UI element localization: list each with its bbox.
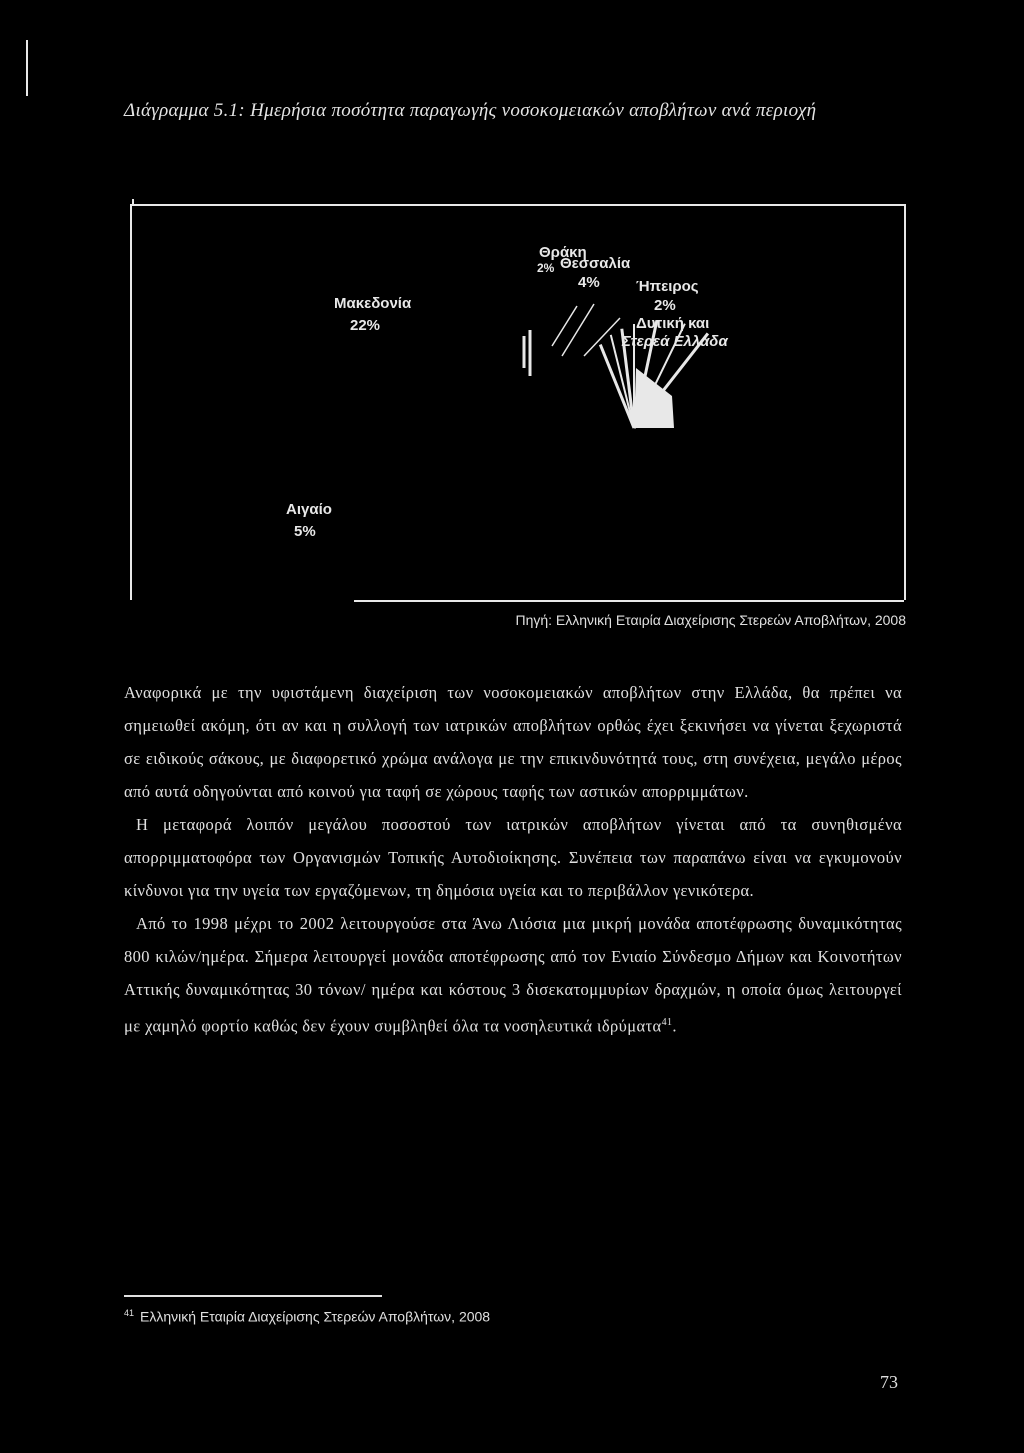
footnote-number: 41 xyxy=(124,1308,135,1318)
leader-line xyxy=(562,304,594,356)
label-ipeiros-pct: 2% xyxy=(654,297,676,314)
pie-chart xyxy=(132,206,904,600)
frame-tick xyxy=(132,199,134,206)
footnote xyxy=(124,1308,490,1325)
label-dytiki-2: Στερεά Ελλάδα xyxy=(622,333,728,350)
scan-artifact-line xyxy=(26,40,28,96)
paragraph-1: Αναφορικά με την υφιστάμενη διαχείριση των νοσοκομειακών αποβλήτων στην Ελλάδα, θα πρέπει να σημειωθεί ακόμη, ότι αν και η συλλογή των ιατρικών αποβλήτων ορθώς έχει ξεκινήσει να γίνεται ξεχωριστά σε ειδικούς σάκους, με διαφορετικό χρώμα ανάλογα με την επικινδυνότητά τους, στη συνέχεια, μεγάλο μέρος από αυτά οδηγούνται από κοινού για ταφή σε χώρους ταφής των αστικών απορριμμάτων. xyxy=(124,683,902,801)
body-text xyxy=(124,676,902,1043)
footnote-rule xyxy=(124,1295,382,1297)
label-thraki-pct: 2% xyxy=(537,261,555,275)
paragraph-3-text: Από το 1998 μέχρι το 2002 λειτουργούσε στα Άνω Λιόσια μια μικρή μονάδα αποτέφρωσης δυναμικότητας 800 κιλών/ημέρα. Σήμερα λειτουργεί μονάδα αποτέφρωσης από τον Ενιαίο Σύνδεσμο Δήμων και Κοινοτήτων Αττικής δυναμικότητας 30 τόνων/ ημέρα και κόστους 3 δισεκατομμυρίων δραχμών, η οποία όμως λειτουργεί με χαμηλό φορτίο καθώς δεν έχουν συμβληθεί όλα τα νοσηλευτικά ιδρύματα xyxy=(124,914,902,1036)
footnote-text: Ελληνική Εταιρία Διαχείρισης Στερεών Αποβλήτων, 2008 xyxy=(140,1308,491,1325)
label-thessalia: Θεσσαλία xyxy=(560,255,631,272)
label-ipeiros: Ήπειρος xyxy=(636,278,699,295)
label-makedonia-pct: 22% xyxy=(350,317,381,334)
label-aigaio-pct: 5% xyxy=(294,523,316,540)
label-makedonia: Μακεδονία xyxy=(334,295,412,312)
footnote-ref: 41 xyxy=(661,1017,673,1028)
label-thessalia-pct: 4% xyxy=(578,274,600,291)
chart-source: Πηγή: Ελληνική Εταιρία Διαχείρισης Στερεών Αποβλήτων, 2008 xyxy=(515,612,906,628)
label-thraki: Θράκη xyxy=(539,244,587,261)
frame-bottom-line xyxy=(354,600,904,602)
paragraph-3 xyxy=(124,907,902,1043)
label-dytiki-1: Δυτική και xyxy=(636,315,710,332)
page-number: 73 xyxy=(880,1372,898,1392)
figure-caption: Διάγραμμα 5.1: Ημερήσια ποσότητα παραγωγής νοσοκομειακών αποβλήτων ανά περιοχή xyxy=(124,100,817,121)
chart-frame xyxy=(130,204,906,600)
pie-slice xyxy=(634,368,674,428)
leader-line xyxy=(552,306,577,346)
paragraph-2: Η μεταφορά λοιπόν μεγάλου ποσοστού των ιατρικών αποβλήτων γίνεται από τα συνηθισμένα απορριμματοφόρα των Οργανισμών Τοπικής Αυτοδιοίκησης. Συνέπεια των παραπάνω είναι να εγκυμονούν κίνδυνοι για την υγεία των εργαζόμενων, τη δημόσια υγεία και το περιβάλλον γενικότερα. xyxy=(124,815,902,900)
paragraph-3-end: . xyxy=(672,1016,677,1036)
label-aigaio: Αιγαίο xyxy=(286,501,332,518)
